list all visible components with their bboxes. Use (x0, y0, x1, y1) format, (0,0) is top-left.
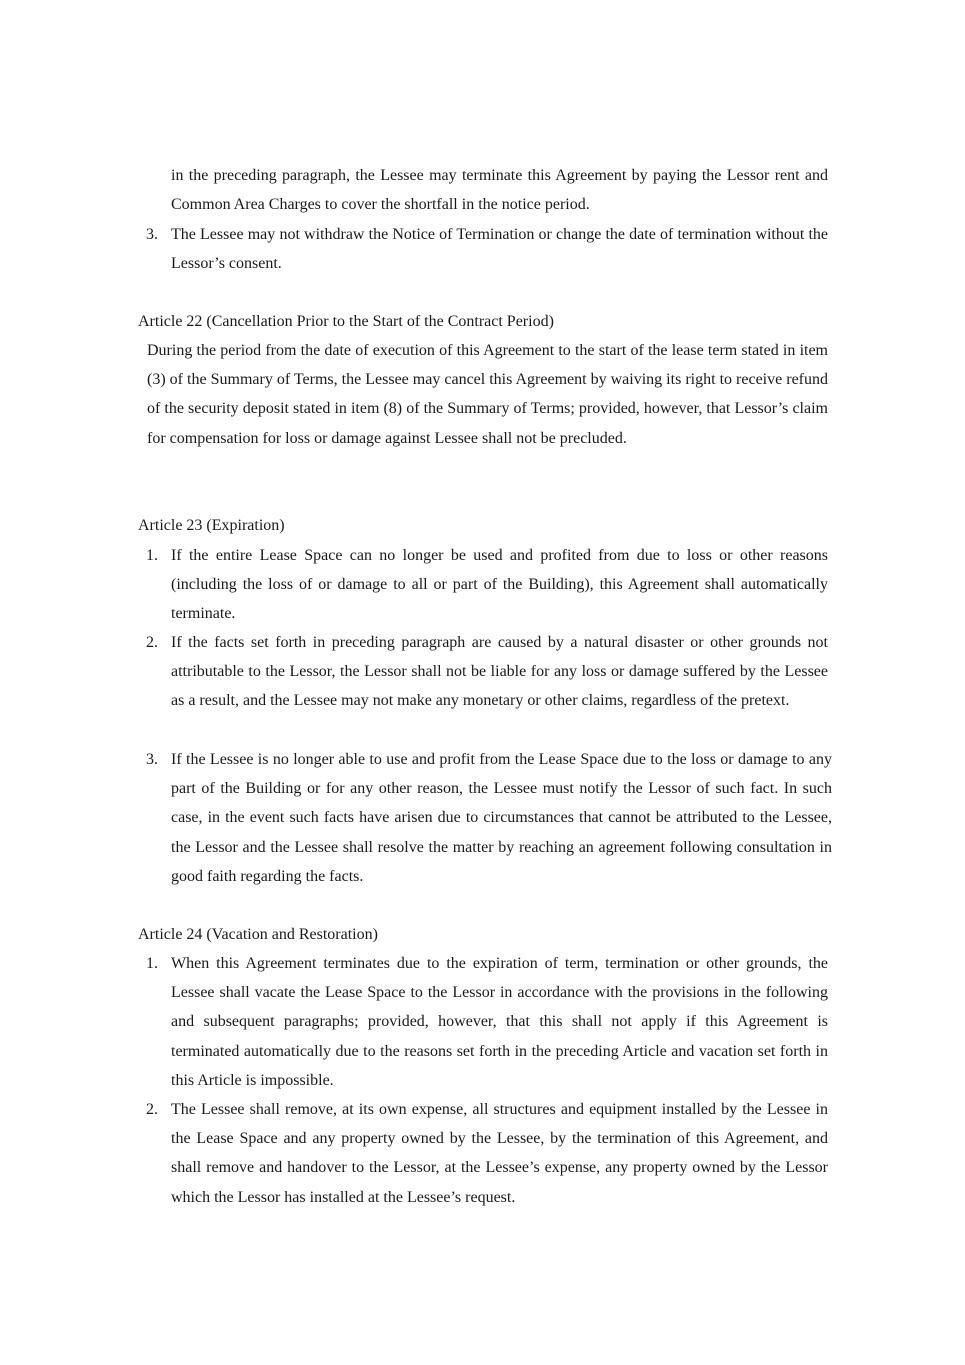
article-23-item-2 (146, 628, 828, 716)
item-number: 1. (146, 955, 158, 972)
item-text: If the facts set forth in preceding paragraph are caused by a natural disaster or other grounds not attributable to the Lessor, the Lessor shall not be liable for any loss or damage suffered by the Lessee as a result, and the Lessee may not make any monetary or other claims, regardless of the pretext. (171, 634, 828, 710)
article-24-item-2 (146, 1095, 828, 1212)
item-text: If the entire Lease Space can no longer be used and profited from due to loss or other reasons (including the loss of or damage to all or part of the Building), this Agreement shall automatically terminate. (171, 547, 828, 623)
item-text: When this Agreement terminates due to the expiration of term, termination or other grounds, the Lessee shall vacate the Lease Space to the Lessor in accordance with the provisions in the following and subsequent paragraphs; provided, however, that this shall not apply if this Agreement is terminated automatically due to the reasons set forth in the preceding Article and vacation set forth in this Article is impossible. (171, 955, 828, 1089)
item-number: 3. (146, 751, 158, 768)
item-text: The Lessee shall remove, at its own expense, all structures and equipment installed by the Lessee in the Lease Space and any property owned by the Lessee, by the termination of this Agreement, and shall remove and handover to the Lessor, at the Lessee’s expense, any property owned by the Lessor which the Lessor has installed at the Lessee’s request. (171, 1101, 828, 1206)
item-number: 2. (146, 1101, 158, 1118)
continued-paragraph: in the preceding paragraph, the Lessee may terminate this Agreement by paying the Lessor rent and Common Area Charges to cover the shortfall in the notice period. (171, 167, 828, 214)
item-number: 2. (146, 634, 158, 651)
article-23-heading: Article 23 (Expiration) (138, 517, 285, 534)
item-number: 3. (146, 226, 158, 243)
article-22-body: During the period from the date of execution of this Agreement to the start of the lease term stated in item (3) of the Summary of Terms, the Lessee may cancel this Agreement by waiving its right to receive refund of the security deposit stated in item (8) of the Summary of Terms; provided, however, that Lessor’s claim for compensation for loss or damage against Lessee shall not be precluded. (147, 342, 828, 447)
article-24-item-1 (146, 949, 828, 1095)
article-23-item-1 (146, 541, 828, 629)
item-number: 1. (146, 547, 158, 564)
item-text: If the Lessee is no longer able to use and profit from the Lease Space due to the loss or damage to any part of the Building or for any other reason, the Lessee must notify the Lessor of such fact. In such case, in the event such facts have arisen due to circumstances that cannot be attributed to the Lessee, the Lessor and the Lessee shall resolve the matter by reaching an agreement following consultation in good faith regarding the facts. (171, 751, 832, 885)
article-22-heading: Article 22 (Cancellation Prior to the Start of the Contract Period) (138, 313, 554, 330)
article-23-item-3 (146, 745, 832, 891)
article-21-item-3 (146, 220, 828, 278)
item-text: The Lessee may not withdraw the Notice of Termination or change the date of termination without the Lessor’s consent. (171, 226, 828, 273)
article-24-heading: Article 24 (Vacation and Restoration) (138, 926, 378, 943)
